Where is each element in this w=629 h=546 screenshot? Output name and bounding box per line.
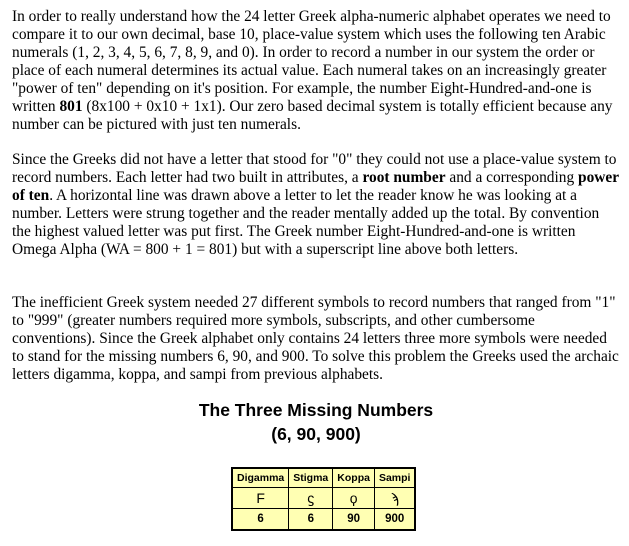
para2-text-a: Since the Greeks did not have a letter that stood for "0" they could not use a place-value system to record numbers. Each letter had two built in attributes, a [12, 151, 617, 186]
para1-text-b: (8x100 + 0x10 + 1x1). Our zero based decimal system is totally efficient because any number can be pictured with just ten numerals. [12, 98, 613, 133]
paragraph-place-value [12, 8, 620, 134]
para1-bold-801: 801 [59, 98, 83, 115]
para2-bold-root-number: root number [362, 169, 446, 186]
para2-text-b: and a corresponding [445, 169, 579, 186]
para1-text-a: In order to really understand how the 24 letter Greek alpha-numeric alphabet operates we need to compare it to our own decimal, base 10, place-value system which uses the following ten Arabic numerals (1, 2, 3, 4, 5, 6, 7, 8, 9, and 0). In order to record a number in our system the order or place of each numeral determines its actual value. Each numeral takes on an increasingly greater "power of ten" depending on it's position. For example, the number Eight-Hundred-and-one is written [12, 8, 611, 115]
paragraph-missing-symbols: The inefficient Greek system needed 27 different symbols to record numbers that ranged from "1" to "999" (greater numbers required more symbols, subscripts, and other cumbersome conventions). Since the Greek alphabet only contains 24 letters three more symbols were needed to stand for the missing numbers 6, 90, and 900. To solve this problem the Greeks used the archaic letters digamma, koppa, and sampi from previous alphabets. [12, 294, 619, 383]
header-koppa: Koppa [333, 468, 375, 488]
section-subtitle: (6, 90, 900) [271, 424, 361, 444]
header-digamma: Digamma [232, 468, 289, 488]
missing-numbers-table [231, 467, 416, 531]
header-stigma: Stigma [289, 468, 333, 488]
symbol-digamma: F [232, 488, 289, 509]
symbol-stigma: ϛ [289, 488, 333, 509]
value-koppa: 90 [333, 509, 375, 531]
paragraph-greek-system [12, 151, 620, 259]
symbol-koppa: ϙ [333, 488, 375, 509]
value-stigma: 6 [289, 509, 333, 531]
header-sampi: Sampi [374, 468, 415, 488]
para2-text-c: . A horizontal line was drawn above a letter to let the reader know he was looking at a number. Letters were strung together and the reader mentally added up the total. By convention the highest valued letter was put first. The Greek number Eight-Hundred-and-one is written Omega Alpha (WA = 800 + 1 = 801) but with a superscript line above both letters. [12, 187, 600, 258]
section-title: The Three Missing Numbers [198, 400, 434, 420]
table-value-row [232, 509, 415, 531]
table-header-row [232, 468, 415, 488]
value-sampi: 900 [374, 509, 415, 531]
para2-bold-power-of-ten: power of ten [12, 169, 619, 204]
symbol-sampi: ϡ [374, 488, 415, 509]
table-symbol-row [232, 488, 415, 509]
value-digamma: 6 [232, 509, 289, 531]
